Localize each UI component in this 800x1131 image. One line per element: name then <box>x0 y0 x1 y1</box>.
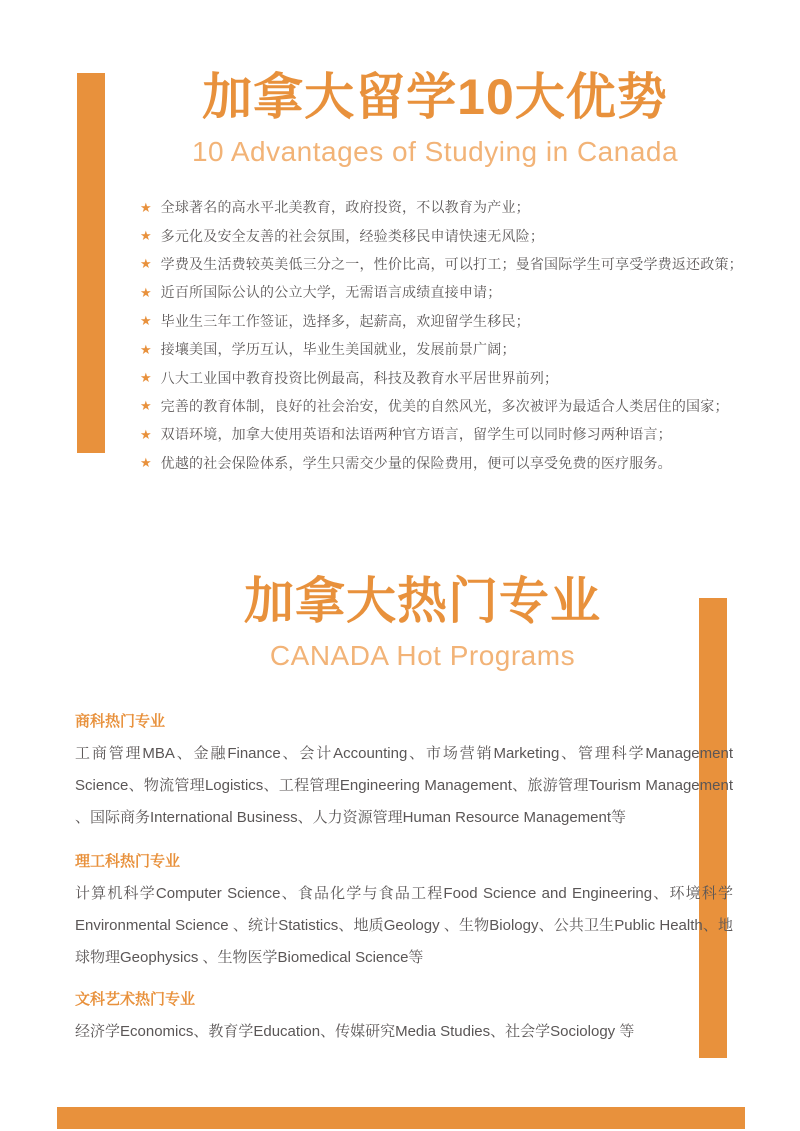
advantages-subtitle: 10 Advantages of Studying in Canada <box>191 136 679 167</box>
advantages-title: 加拿大留学10大优势 <box>202 69 668 125</box>
advantage-item-text: 优越的社会保险体系，学生只需交少量的保险费用，便可以享受免费的医疗服务。 <box>160 454 672 471</box>
advantage-item-text: 多元化及安全友善的社会氛围，经验类移民申请快速无风险； <box>160 227 545 244</box>
star-icon: ★ <box>140 199 152 215</box>
advantage-list-item <box>140 278 760 306</box>
star-icon: ★ <box>140 256 152 272</box>
advantage-item-text: 八大工业国中教育投资比例最高，科技及教育水平居世界前列； <box>160 369 559 386</box>
advantage-list-item <box>140 221 760 249</box>
advantage-item-text: 学费及生活费较英美低三分之一，性价比高，可以打工；曼省国际学生可享受学费返还政策； <box>160 255 743 272</box>
advantages-list <box>140 193 760 477</box>
star-icon: ★ <box>140 455 152 471</box>
bottom-accent-bar <box>57 1107 745 1129</box>
advantage-item-text: 双语环境，加拿大使用英语和法语两种官方语言，留学生可以同时修习两种语言； <box>160 426 672 443</box>
advantage-item-text: 全球著名的高水平北美教育，政府投资，不以教育为产业； <box>160 199 530 216</box>
program-group-heading: 理工科热门专业 <box>75 853 181 870</box>
programs-title: 加拿大热门专业 <box>244 573 601 629</box>
advantage-list-item <box>140 335 760 363</box>
star-icon: ★ <box>140 228 152 244</box>
program-group-body: 工商管理MBA、金融Finance、会计Accounting、市场营销Marketing、管理科学Management Science、物流管理Logistics、工程管理Engineering Management、旅游管理Tourism Management 、国际商务International Business、人力资源管理Human Resource Management等 <box>75 745 733 826</box>
left-accent-bar <box>77 73 105 453</box>
advantage-item-text: 完善的教育体制，良好的社会治安，优美的自然风光，多次被评为最适合人类居住的国家； <box>160 397 729 414</box>
program-group-arts <box>75 988 733 1048</box>
advantage-item-text: 接壤美国，学历互认，毕业生美国就业，发展前景广阔； <box>160 341 516 358</box>
program-group-science <box>75 850 733 974</box>
star-icon: ★ <box>140 398 152 414</box>
program-group-heading: 商科热门专业 <box>75 713 166 730</box>
program-group-business <box>75 710 733 834</box>
advantage-list-item <box>140 449 760 477</box>
advantage-item-text: 毕业生三年工作签证，选择多，起薪高，欢迎留学生移民； <box>160 312 530 329</box>
program-group-body: 经济学Economics、教育学Education、传媒研究Media Studies、社会学Sociology 等 <box>75 1023 635 1040</box>
programs-header <box>105 572 740 672</box>
star-icon: ★ <box>140 341 152 357</box>
star-icon: ★ <box>140 370 152 386</box>
star-icon: ★ <box>140 313 152 329</box>
advantage-list-item <box>140 307 760 335</box>
advantages-header <box>130 68 740 168</box>
star-icon: ★ <box>140 426 152 442</box>
star-icon: ★ <box>140 284 152 300</box>
program-group-heading: 文科艺术热门专业 <box>75 991 196 1008</box>
advantage-list-item <box>140 363 760 391</box>
advantage-list-item <box>140 392 760 420</box>
advantage-list-item <box>140 250 760 278</box>
programs-subtitle: CANADA Hot Programs <box>269 640 576 671</box>
program-group-body: 计算机科学Computer Science、食品化学与食品工程Food Science and Engineering、环境科学Environmental Science 、统计Statistics、地质Geology 、生物Biology、公共卫生Public Health、地球物理Geophysics 、生物医学Biomedical Science等 <box>75 885 733 966</box>
advantage-item-text: 近百所国际公认的公立大学，无需语言成绩直接申请； <box>160 284 502 301</box>
advantage-list-item <box>140 420 760 448</box>
advantage-list-item <box>140 193 760 221</box>
